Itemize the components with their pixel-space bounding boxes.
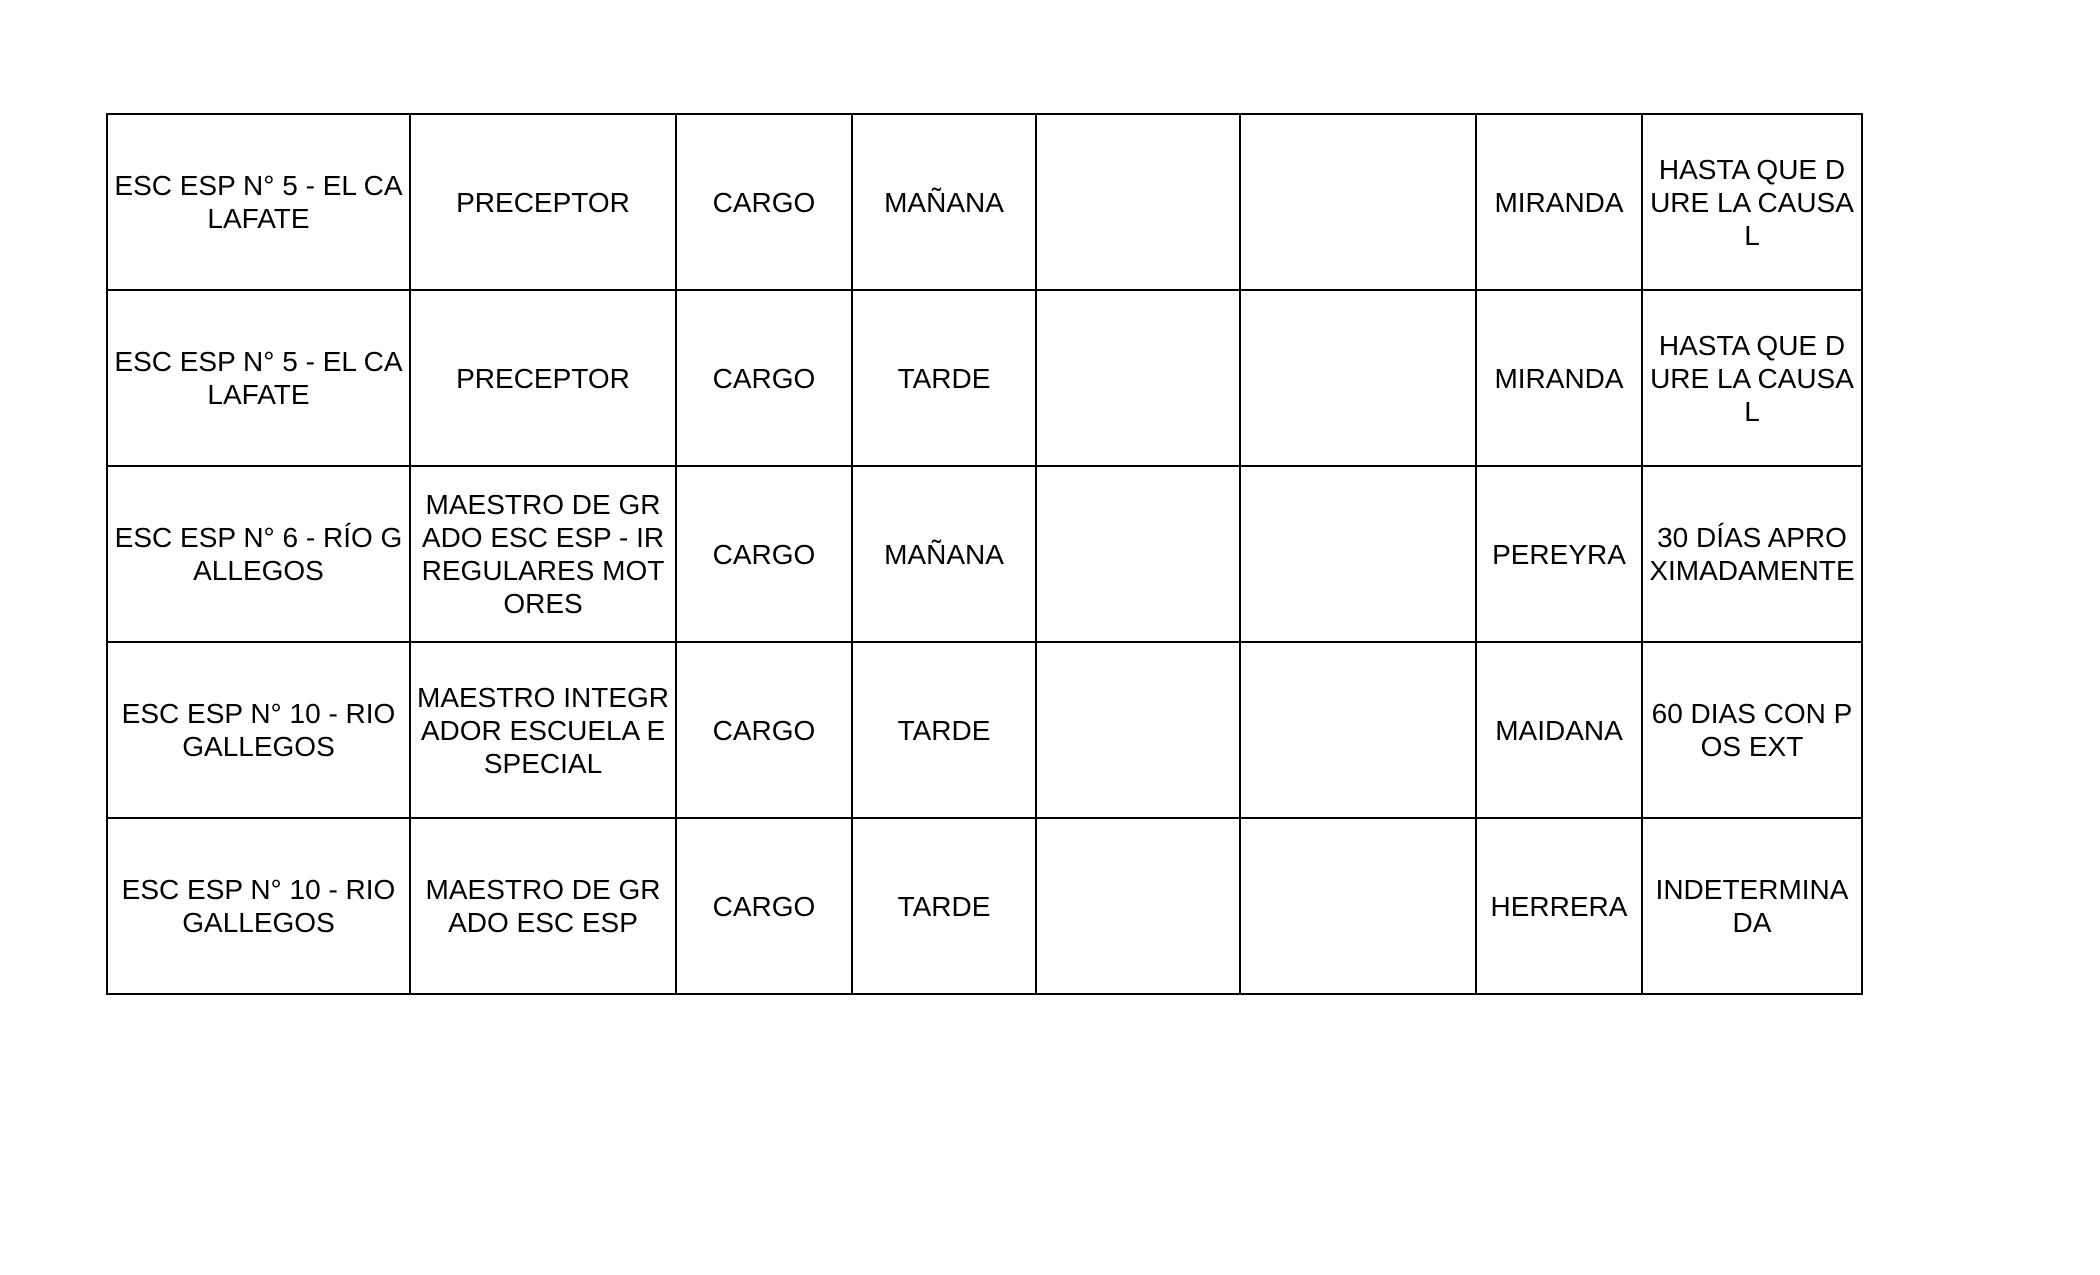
cell-position: MAESTRO DE GRADO ESC ESP - IRREGULARES MOTORES xyxy=(410,466,676,642)
table-row xyxy=(107,290,1862,466)
table-row xyxy=(107,818,1862,994)
assignments-table xyxy=(106,113,1863,995)
cell-empty xyxy=(1240,114,1476,290)
cell-position: PRECEPTOR xyxy=(410,290,676,466)
cell-empty xyxy=(1036,466,1240,642)
cell-name: MAIDANA xyxy=(1476,642,1642,818)
cell-type: CARGO xyxy=(676,290,852,466)
cell-empty xyxy=(1240,818,1476,994)
cell-duration: 30 DÍAS APROXIMADAMENTE xyxy=(1642,466,1862,642)
cell-school: ESC ESP N° 5 - EL CALAFATE xyxy=(107,290,410,466)
table-row xyxy=(107,466,1862,642)
cell-type: CARGO xyxy=(676,466,852,642)
cell-empty xyxy=(1240,642,1476,818)
cell-empty xyxy=(1036,114,1240,290)
cell-position: MAESTRO DE GRADO ESC ESP xyxy=(410,818,676,994)
cell-duration: HASTA QUE DURE LA CAUSAL xyxy=(1642,290,1862,466)
cell-shift: TARDE xyxy=(852,818,1036,994)
cell-school: ESC ESP N° 10 - RIO GALLEGOS xyxy=(107,818,410,994)
cell-type: CARGO xyxy=(676,818,852,994)
cell-school: ESC ESP N° 6 - RÍO GALLEGOS xyxy=(107,466,410,642)
cell-position: PRECEPTOR xyxy=(410,114,676,290)
cell-duration: 60 DIAS CON POS EXT xyxy=(1642,642,1862,818)
cell-name: HERRERA xyxy=(1476,818,1642,994)
cell-shift: TARDE xyxy=(852,290,1036,466)
cell-duration: HASTA QUE DURE LA CAUSAL xyxy=(1642,114,1862,290)
table-row xyxy=(107,114,1862,290)
cell-empty xyxy=(1240,466,1476,642)
cell-name: PEREYRA xyxy=(1476,466,1642,642)
cell-shift: TARDE xyxy=(852,642,1036,818)
cell-school: ESC ESP N° 10 - RIO GALLEGOS xyxy=(107,642,410,818)
cell-position: MAESTRO INTEGRADOR ESCUELA ESPECIAL xyxy=(410,642,676,818)
table-row xyxy=(107,642,1862,818)
cell-shift: MAÑANA xyxy=(852,466,1036,642)
cell-empty xyxy=(1036,642,1240,818)
cell-shift: MAÑANA xyxy=(852,114,1036,290)
cell-school: ESC ESP N° 5 - EL CALAFATE xyxy=(107,114,410,290)
cell-type: CARGO xyxy=(676,114,852,290)
cell-type: CARGO xyxy=(676,642,852,818)
cell-name: MIRANDA xyxy=(1476,114,1642,290)
cell-name: MIRANDA xyxy=(1476,290,1642,466)
cell-empty xyxy=(1036,290,1240,466)
cell-duration: INDETERMINADA xyxy=(1642,818,1862,994)
cell-empty xyxy=(1036,818,1240,994)
cell-empty xyxy=(1240,290,1476,466)
